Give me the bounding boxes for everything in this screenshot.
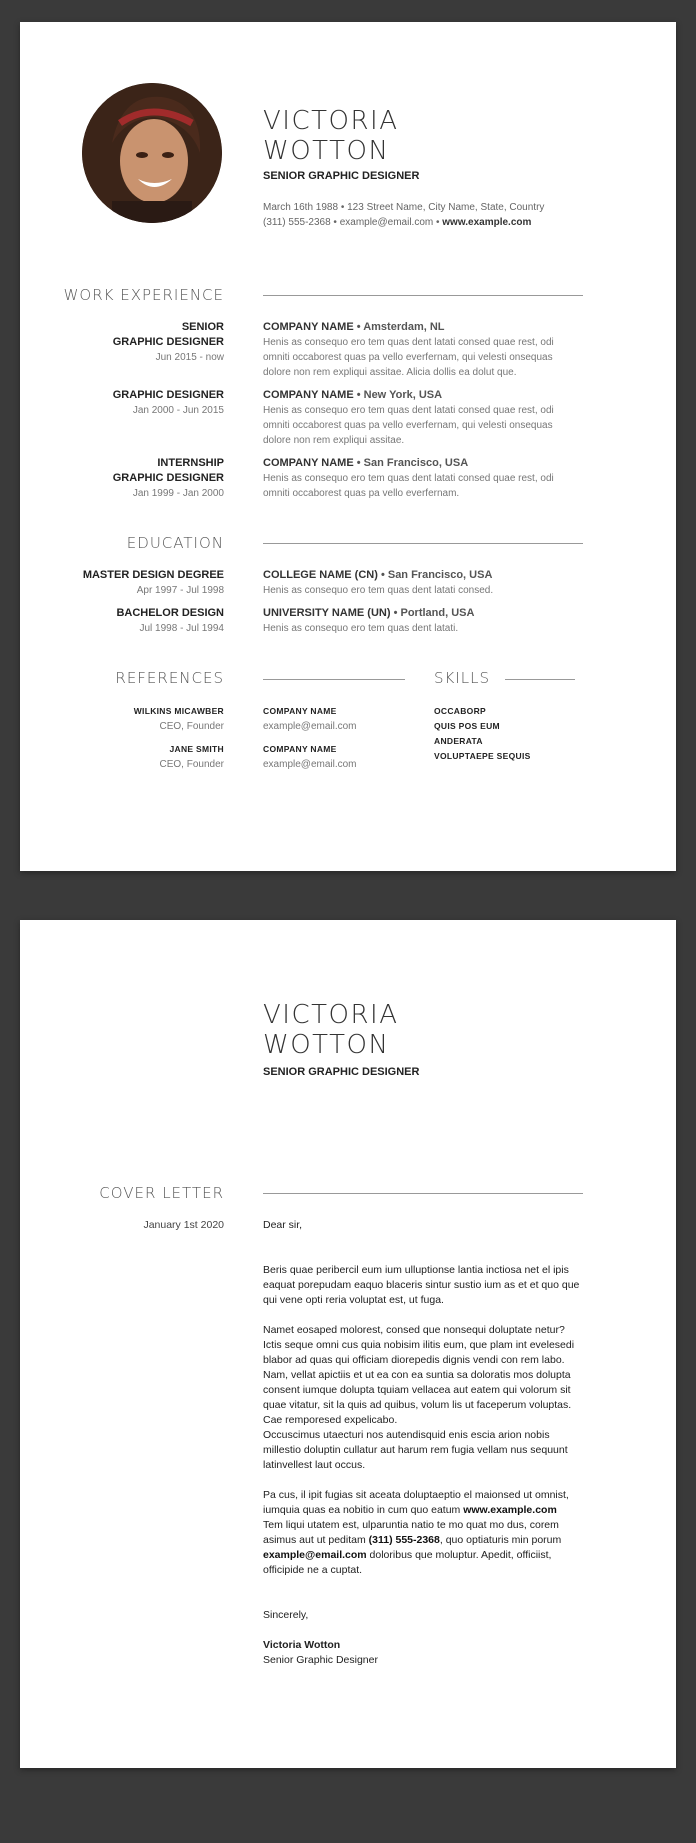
signature-role: Senior Graphic Designer bbox=[263, 1654, 378, 1666]
job-3-left bbox=[113, 456, 224, 501]
cover-letter-title: COVER LETTER bbox=[99, 1184, 224, 1202]
reference-2-name: JANE SMITH bbox=[169, 744, 224, 754]
work-experience-title: WORK EXPERIENCE bbox=[63, 286, 224, 304]
job-2-description: Henis as consequo ero tem quas dent latati consed quae rest, odi omniti occaborest quas pa vello everfernam, qui velesti onsequas dolore non rem expliqui assitae. bbox=[263, 405, 554, 446]
reference-2-company: COMPANY NAME bbox=[263, 744, 337, 754]
job-1-location: • Amsterdam, NL bbox=[353, 321, 445, 333]
reference-2-position: CEO, Founder bbox=[159, 759, 224, 770]
edu-2-right bbox=[263, 606, 583, 636]
job-2-date: Jan 2000 - Jun 2015 bbox=[132, 405, 224, 416]
job-2-title: GRAPHIC DESIGNER bbox=[112, 389, 224, 401]
reference-2-right bbox=[263, 742, 357, 772]
edu-2-school bbox=[263, 606, 583, 621]
skill-item: QUIS POS EUM bbox=[434, 721, 500, 731]
name-last: WOTTON bbox=[263, 136, 390, 166]
letter-paragraph-1: Beris quae peribercil eum ium ulluptionse lantia inctiosa net el ipis eaquat porepudam eaquo blaceris sintur sustio ium as et et quo que qui vene opti reria voluptat est, ut fuga. bbox=[263, 1264, 580, 1306]
letter-date: January 1st 2020 bbox=[143, 1219, 224, 1231]
contact-line-2 bbox=[263, 215, 623, 230]
cover-job-role: SENIOR GRAPHIC DESIGNER bbox=[263, 1066, 420, 1078]
reference-1-right bbox=[263, 704, 357, 734]
reference-1-position: CEO, Founder bbox=[159, 721, 224, 732]
letter-paragraph-2b: Occuscimus utaecturi nos autendisquid enis escia arion nobis millestio doluptin cullatur aut harum rem fugia vellam nus sequunt latinvellest laut occus. bbox=[263, 1429, 568, 1471]
cover-letter-divider bbox=[263, 1193, 583, 1194]
edu-1-right bbox=[263, 568, 583, 598]
reference-2-email: example@email.com bbox=[263, 759, 357, 770]
letter-salutation: Dear sir, bbox=[263, 1219, 303, 1231]
job-3-date: Jan 1999 - Jan 2000 bbox=[132, 488, 224, 499]
skills-title: SKILLS bbox=[434, 669, 491, 687]
edu-1-description: Henis as consequo ero tem quas dent latati consed. bbox=[263, 585, 494, 596]
job-3-company bbox=[263, 456, 583, 471]
edu-1-location: • San Francisco, USA bbox=[377, 569, 493, 581]
work-experience-divider bbox=[263, 295, 583, 296]
letter-p3-text-3: , quo optiaturis min porum bbox=[439, 1534, 562, 1546]
job-1-company bbox=[263, 320, 583, 335]
job-3-right bbox=[263, 456, 583, 501]
job-1-description: Henis as consequo ero tem quas dent latati consed quae rest, odi omniti occaborest quas pa vello everfernam, qui velesti onsequas dolore non rem expliqui assitae. Alicia dollis ea dolut que. bbox=[263, 337, 554, 378]
references-title: REFERENCES bbox=[115, 669, 224, 687]
edu-2-school-name: UNIVERSITY NAME (UN) bbox=[263, 607, 391, 619]
letter-email: example@email.com bbox=[263, 1549, 367, 1561]
name-heading bbox=[263, 106, 398, 166]
contact-website: www.example.com bbox=[442, 217, 532, 228]
job-3-location: • San Francisco, USA bbox=[353, 457, 469, 469]
edu-1-school bbox=[263, 568, 583, 583]
skills-divider bbox=[505, 679, 575, 680]
skills-list bbox=[434, 704, 531, 764]
name-first: VICTORIA bbox=[263, 106, 399, 136]
resume-page bbox=[20, 22, 676, 871]
job-2-location: • New York, USA bbox=[353, 389, 443, 401]
cover-name-last: WOTTON bbox=[263, 1030, 390, 1060]
education-title: EDUCATION bbox=[126, 534, 224, 552]
letter-signature bbox=[263, 1638, 583, 1668]
letter-paragraph-2a: Namet eosaped molorest, consed que nonsequi doluptate netur? Ictis seque omni cus quia nobisim ilitis eum, que plam int evelesedi blabor ad quas qui officiam diorepedis dignis vendi con rem labo. Nam, vellat apictiis et ut ea con ea suntia sa doloratis mos dolupta consent iumque dolupta tquiam vellacea aut eatem qui volorum sit quae vitatur, sit la quis ad quibus, volum lis ut faceperum voluptas. Cae remporesed expelicabo. bbox=[263, 1324, 575, 1426]
edu-2-date: Jul 1998 - Jul 1994 bbox=[139, 623, 224, 634]
job-role: SENIOR GRAPHIC DESIGNER bbox=[263, 170, 420, 182]
edu-1-date: Apr 1997 - Jul 1998 bbox=[136, 585, 224, 596]
letter-p3-text-2: Tem liqui utatem est, ulparuntia natio te mo quat mo dus, corem asimus aut ut peditam bbox=[263, 1519, 559, 1546]
reference-1-email: example@email.com bbox=[263, 721, 357, 732]
edu-1-degree: MASTER DESIGN DEGREE bbox=[82, 569, 224, 581]
skill-item: OCCABORP bbox=[434, 706, 486, 716]
profile-photo-graphic bbox=[82, 83, 222, 223]
reference-1-company: COMPANY NAME bbox=[263, 706, 337, 716]
job-1-left bbox=[113, 320, 224, 365]
cover-name-heading bbox=[263, 1000, 398, 1060]
job-1-company-name: COMPANY NAME bbox=[263, 321, 354, 333]
references-divider bbox=[263, 679, 405, 680]
contact-line-1: March 16th 1988 • 123 Street Name, City Name, State, Country bbox=[263, 202, 545, 213]
cover-name-first: VICTORIA bbox=[263, 1000, 399, 1030]
edu-1-school-name: COLLEGE NAME (CN) bbox=[263, 569, 378, 581]
education-divider bbox=[263, 543, 583, 544]
edu-2-description: Henis as consequo ero tem quas dent latati. bbox=[263, 623, 459, 634]
skill-item: ANDERATA bbox=[434, 736, 483, 746]
letter-closing: Sincerely, bbox=[263, 1609, 309, 1621]
letter-website: www.example.com bbox=[463, 1504, 557, 1516]
letter-p3-text-1: Pa cus, il ipit fugias sit aceata doluptaeptio el maionsed ut omnist, iumquia quas ea nobitio in cum quo eatum bbox=[263, 1489, 569, 1516]
edu-1-left bbox=[83, 568, 224, 598]
job-3-company-name: COMPANY NAME bbox=[263, 457, 354, 469]
job-1-title-2: GRAPHIC DESIGNER bbox=[112, 336, 224, 348]
job-3-title-1: INTERNSHIP bbox=[157, 457, 224, 469]
job-2-left bbox=[113, 388, 224, 418]
edu-2-location: • Portland, USA bbox=[390, 607, 475, 619]
skill-item: VOLUPTAEPE SEQUIS bbox=[434, 751, 531, 761]
letter-paragraph-3 bbox=[263, 1488, 583, 1578]
job-2-company-name: COMPANY NAME bbox=[263, 389, 354, 401]
signature-name: Victoria Wotton bbox=[263, 1639, 341, 1651]
job-3-description: Henis as consequo ero tem quas dent latati consed quae rest, odi omniti occaborest quas pa vello everfernam. bbox=[263, 473, 554, 499]
contact-phone-email: (311) 555-2368 • example@email.com • bbox=[263, 217, 443, 228]
job-3-title-2: GRAPHIC DESIGNER bbox=[112, 472, 224, 484]
contact-info bbox=[263, 200, 623, 230]
reference-1-left bbox=[134, 704, 224, 734]
job-2-company bbox=[263, 388, 583, 403]
letter-body bbox=[263, 1218, 583, 1668]
job-2-right bbox=[263, 388, 583, 448]
reference-2-left bbox=[160, 742, 224, 772]
job-1-title-1: SENIOR bbox=[181, 321, 224, 333]
job-1-date: Jun 2015 - now bbox=[155, 352, 224, 363]
job-1-right bbox=[263, 320, 583, 380]
profile-photo bbox=[82, 83, 222, 223]
letter-p3-text-4: doloribus que moluptur. Apedit, officiist, officipide ne a cuptat. bbox=[263, 1549, 552, 1576]
letter-phone: (311) 555-2368 bbox=[368, 1534, 440, 1546]
cover-letter-page bbox=[20, 920, 676, 1768]
edu-2-degree: BACHELOR DESIGN bbox=[116, 607, 224, 619]
reference-1-name: WILKINS MICAWBER bbox=[133, 706, 224, 716]
edu-2-left bbox=[116, 606, 224, 636]
